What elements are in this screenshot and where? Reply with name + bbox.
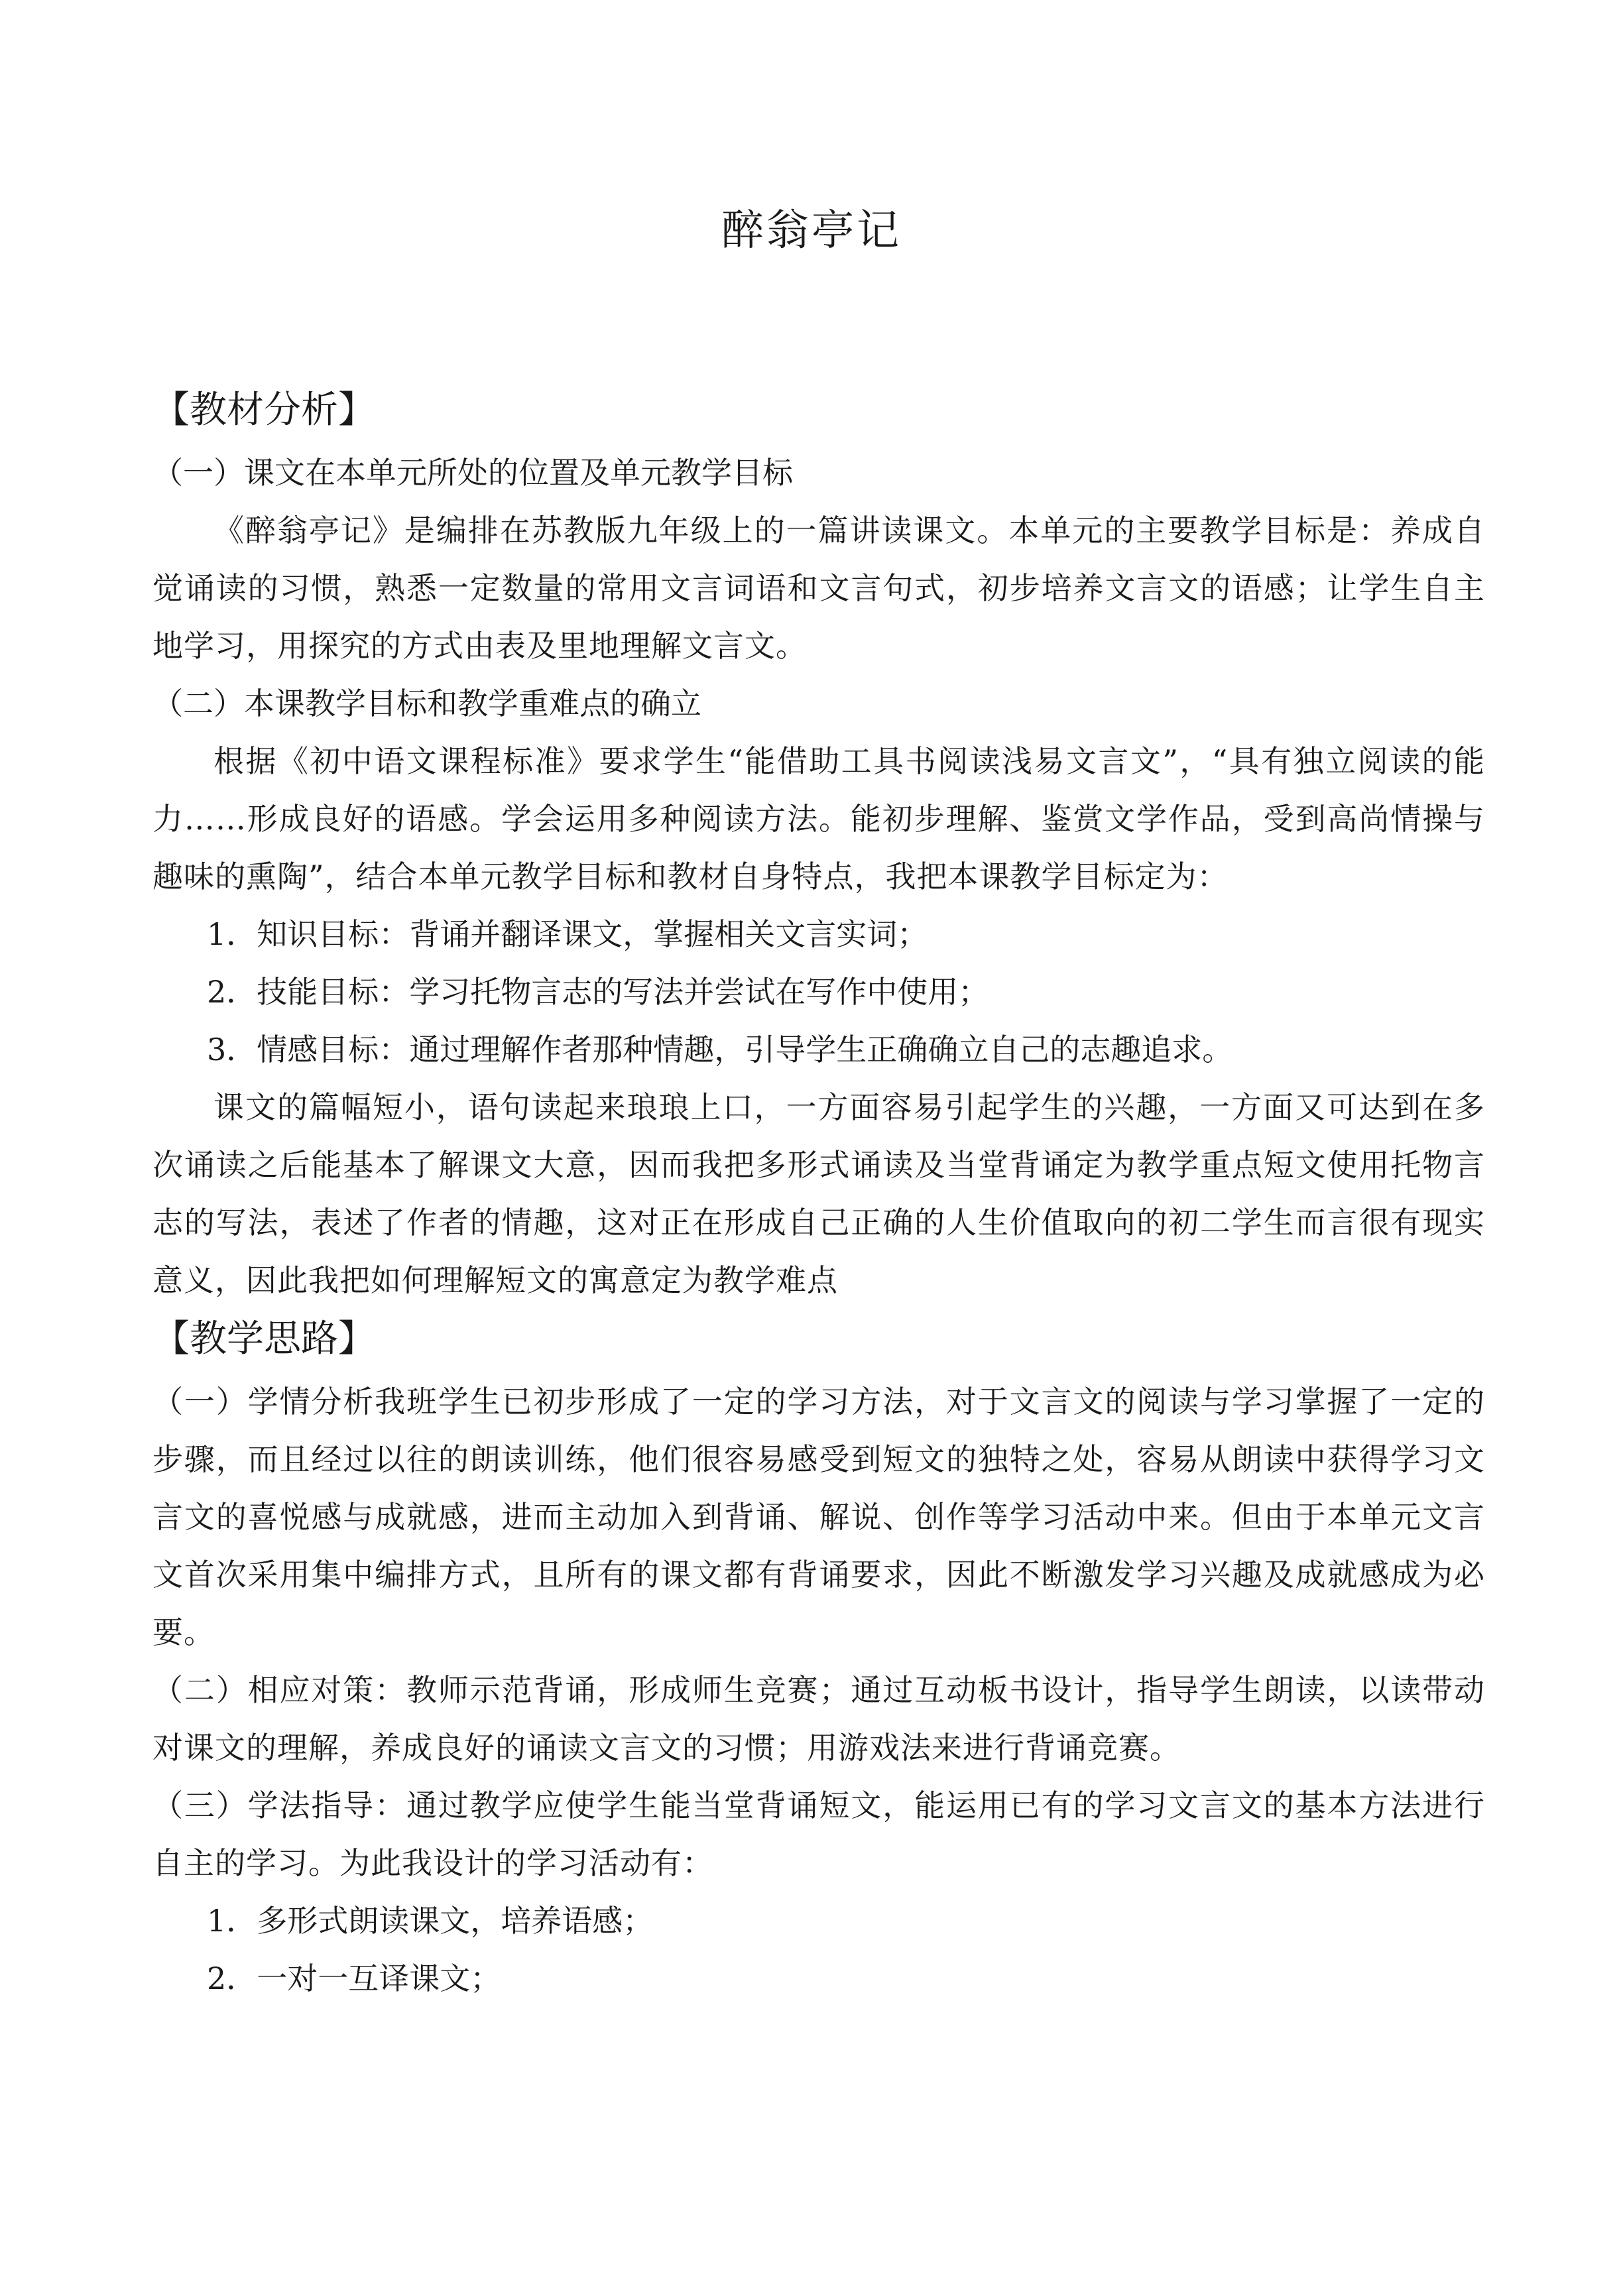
subheading-unit-position: （一）课文在本单元所处的位置及单元教学目标	[152, 455, 793, 491]
subheading-lesson-goals: （二）本课教学目标和教学重难点的确立	[152, 686, 701, 721]
activity-item-reading: 1．多形式朗读课文，培养语感；	[207, 1903, 654, 1939]
activity-item-translation: 2．一对一互译课文；	[207, 1961, 501, 1996]
document-body	[152, 381, 1485, 2008]
paragraph-learning-guidance: （三）学法指导：通过教学应使学生能当堂背诵短文，能运用已有的学习文言文的基本方法进行自主的学习。为此我设计的学习活动有：	[152, 1787, 1485, 1881]
section-heading-textbook-analysis: 【教材分析】	[152, 389, 375, 432]
goal-item-emotion: 3．情感目标：通过理解作者那种情趣，引导学生正确确立自己的志趣追求。	[207, 1032, 1233, 1067]
section-heading-teaching-approach: 【教学思路】	[152, 1317, 375, 1360]
paragraph-strategies: （二）相应对策：教师示范背诵，形成师生竞赛；通过互动板书设计，指导学生朗读，以读带动对课文的理解，养成良好的诵读文言文的习惯；用游戏法来进行背诵竞赛。	[152, 1672, 1485, 1766]
goal-item-knowledge: 1．知识目标：背诵并翻译课文，掌握相关文言实词；	[207, 916, 928, 952]
document-title: 醉翁亭记	[721, 206, 902, 255]
paragraph-learner-analysis: （一）学情分析我班学生已初步形成了一定的学习方法，对于文言文的阅读与学习掌握了一定的步骤，而且经过以往的朗读训练，他们很容易感受到短文的独特之处，容易从朗读中获得学习文言文的喜悦感与成就感，进而主动加入到背诵、解说、创作等学习活动中来。但由于本单元文言文首次采用集中编排方式，且所有的课文都有背诵要求，因此不断激发学习兴趣及成就感成为必要。	[152, 1384, 1485, 1650]
goal-item-skill: 2．技能目标：学习托物言志的写法并尝试在写作中使用；	[207, 974, 989, 1010]
paragraph-curriculum-standard: 根据《初中语文课程标准》要求学生“能借助工具书阅读浅易文言文”，“具有独立阅读的能力……形成良好的语感。学会运用多种阅读方法。能初步理解、鉴赏文学作品，受到高尚情操与趣味的熏陶”，结合本单元教学目标和教材自身特点，我把本课教学目标定为：	[152, 743, 1485, 894]
paragraph-key-points: 课文的篇幅短小，语句读起来琅琅上口，一方面容易引起学生的兴趣，一方面又可达到在多次诵读之后能基本了解课文大意，因而我把多形式诵读及当堂背诵定为教学重点短文使用托物言志的写法，表述了作者的情趣，这对正在形成自己正确的人生价值取向的初二学生而言很有现实意义，因此我把如何理解短文的寓意定为教学难点	[152, 1089, 1485, 1298]
paragraph-unit-goals: 《醉翁亭记》是编排在苏教版九年级上的一篇讲读课文。本单元的主要教学目标是：养成自觉诵读的习惯，熟悉一定数量的常用文言词语和文言句式，初步培养文言文的语感；让学生自主地学习，用探究的方式由表及里地理解文言文。	[152, 513, 1485, 664]
